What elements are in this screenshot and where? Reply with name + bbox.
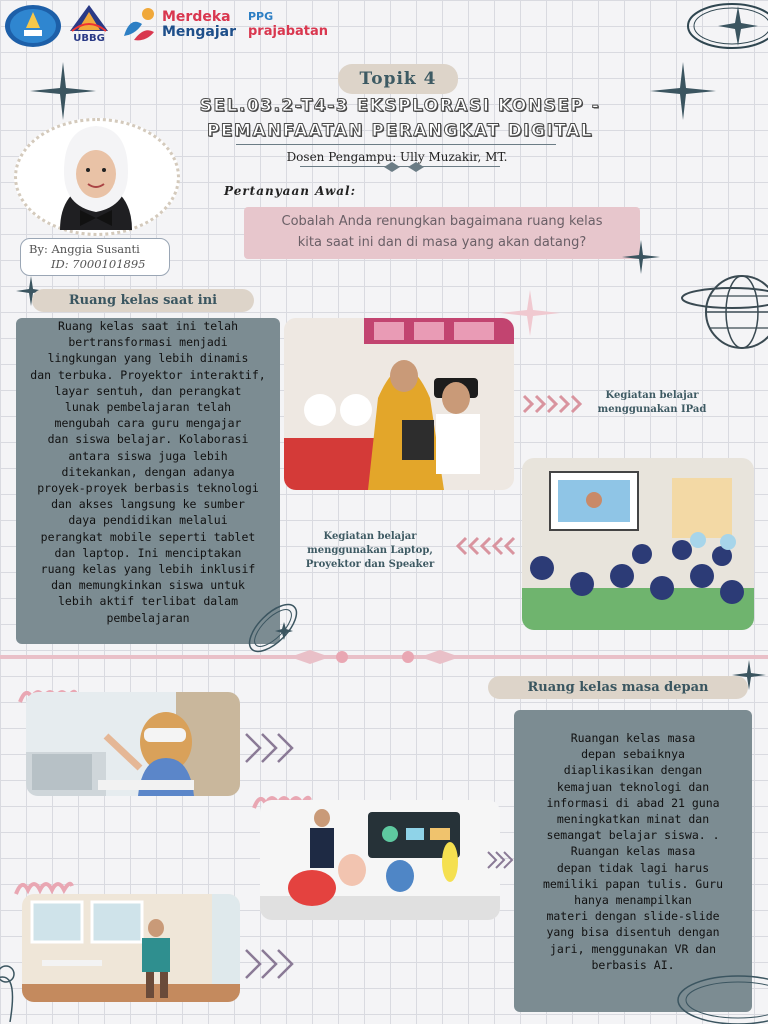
topic-pill: Topik 4 [338, 64, 458, 94]
merdeka-mengajar-wordmark [162, 10, 236, 40]
arrows-right-icon [244, 732, 298, 764]
future-heading: Ruang kelas masa depan [488, 676, 748, 699]
caption-projector [290, 530, 450, 572]
current-line: mengubah cara guru mengajar [54, 416, 242, 431]
future-line: jari, menggunakan VR dan [549, 941, 717, 956]
current-line: ditekankan, dengan adanya [61, 464, 235, 479]
portrait-photo [30, 122, 162, 230]
future-line: depan sebaiknya [581, 747, 685, 762]
ornament-icon [384, 162, 424, 172]
arrows-left-icon [456, 536, 520, 556]
current-line: daya pendidikan melalui [68, 513, 228, 528]
photo-smartboard-class [260, 800, 500, 920]
ubbg-logo [64, 3, 114, 44]
photo-ipad-classroom [284, 318, 514, 490]
current-line: dan laptop. Ini menciptakan [54, 545, 242, 560]
arrows-icon [522, 394, 588, 414]
current-line: bertransformasi menjadi [68, 335, 228, 350]
photo-projector-classroom [522, 458, 754, 630]
title-line-1: SEL.03.2-T4-3 EKSPLORASI KONSEP - [199, 96, 601, 116]
author-card [20, 238, 170, 276]
future-line: informasi di abad 21 guna [546, 795, 720, 810]
current-line: lebih aktif terlibat dalam [57, 594, 238, 609]
photo-modern-classroom [22, 894, 240, 1002]
brand-bottom: Mengajar [162, 24, 237, 40]
current-heading: Ruang kelas saat ini [32, 289, 254, 312]
caption-projector-line-2: menggunakan Laptop, [307, 545, 433, 556]
question-label: Pertanyaan Awal: [224, 184, 357, 198]
future-line: diaplikasikan dengan [563, 763, 703, 778]
merdeka-mengajar-icon [120, 6, 158, 44]
divider-ornament-icon [290, 648, 460, 666]
current-line: lunak pembelajaran telah [64, 400, 232, 415]
future-line: materi dengan slide-slide [546, 909, 720, 924]
future-line: semangat belajar siswa. . [546, 828, 720, 843]
future-line: Ruangan kelas masa [570, 731, 696, 745]
sparkle-icon [718, 6, 758, 46]
caption-projector-line-1: Kegiatan belajar [323, 531, 417, 542]
future-line: Ruangan kelas masa [570, 844, 696, 859]
ubbg-text: UBBG [73, 33, 105, 44]
arrows-right-icon [244, 948, 298, 980]
author-name: By: Anggia Susanti [29, 242, 140, 256]
current-line: perangkat mobile seperti tablet [40, 529, 256, 544]
future-line: hanya menampilkan [574, 893, 692, 908]
future-text [518, 730, 748, 973]
future-line: meningkatkan minat dan [556, 812, 710, 827]
future-line: yang bisa disentuh dengan [546, 925, 720, 940]
current-line: dan akses langsung ke sumber [51, 497, 245, 512]
caption-ipad [590, 389, 714, 417]
sparkle-icon [622, 240, 660, 274]
ppg-bottom: prajabatan [248, 24, 329, 39]
current-line: dan memungkinkan siswa untuk [51, 578, 245, 593]
sparkle-icon [732, 660, 766, 690]
flower-decoration [0, 922, 40, 1022]
current-line: antara siswa juga lebih [68, 448, 228, 463]
future-line: depan tidak lagi harus [556, 860, 710, 875]
current-line: pembelajaran [106, 610, 190, 625]
ppg-top: PPG [248, 10, 274, 23]
future-line: memiliki papan tulis. Guru [542, 876, 723, 891]
page-title [130, 94, 670, 144]
title-divider [236, 144, 556, 145]
future-line: kemajuan teknologi dan [556, 779, 710, 794]
caption-projector-line-3: Proyektor dan Speaker [305, 559, 435, 570]
ring-bottom-decoration [668, 940, 768, 1024]
title-line-2: PEMANFAATAN PERANGKAT DIGITAL [206, 121, 594, 141]
question-line-2: kita saat ini dan di masa yang akan datang? [297, 235, 587, 250]
arrows-right-small-icon [486, 850, 514, 870]
question-line-1: Cobalah Anda renungkan bagaimana ruang kelas [281, 214, 603, 229]
sparkle-icon [30, 62, 96, 120]
author-id: ID: 7000101895 [51, 257, 146, 271]
sparkle-icon [500, 290, 560, 336]
globe-icon [680, 266, 768, 362]
current-line: Ruang kelas saat ini telah [57, 319, 238, 333]
current-line: lingkungan yang lebih dinamis [47, 351, 249, 366]
caption-ipad-line-1: Kegiatan belajar [605, 390, 699, 401]
tut-wuri-handayani-logo [4, 4, 62, 48]
future-line: berbasis AI. [591, 957, 675, 972]
current-text [20, 318, 276, 626]
current-line: layar sentuh, dan perangkat [54, 383, 242, 398]
current-line: proyek-proyek berbasis teknologi [37, 481, 259, 496]
current-line: dan siswa belajar. Kolaborasi [47, 432, 249, 447]
brand-top: Merdeka [162, 9, 231, 25]
current-line: dan terbuka. Proyektor interaktif, [30, 367, 266, 382]
lecturer: Dosen Pengampu: Ully Muzakir, MT. [286, 150, 508, 164]
current-line: ruang kelas yang lebih inklusif [40, 562, 256, 577]
photo-vr-student [26, 692, 240, 796]
question-box [244, 207, 640, 259]
ppg-wordmark [248, 10, 328, 40]
caption-ipad-line-2: menggunakan IPad [597, 404, 707, 415]
